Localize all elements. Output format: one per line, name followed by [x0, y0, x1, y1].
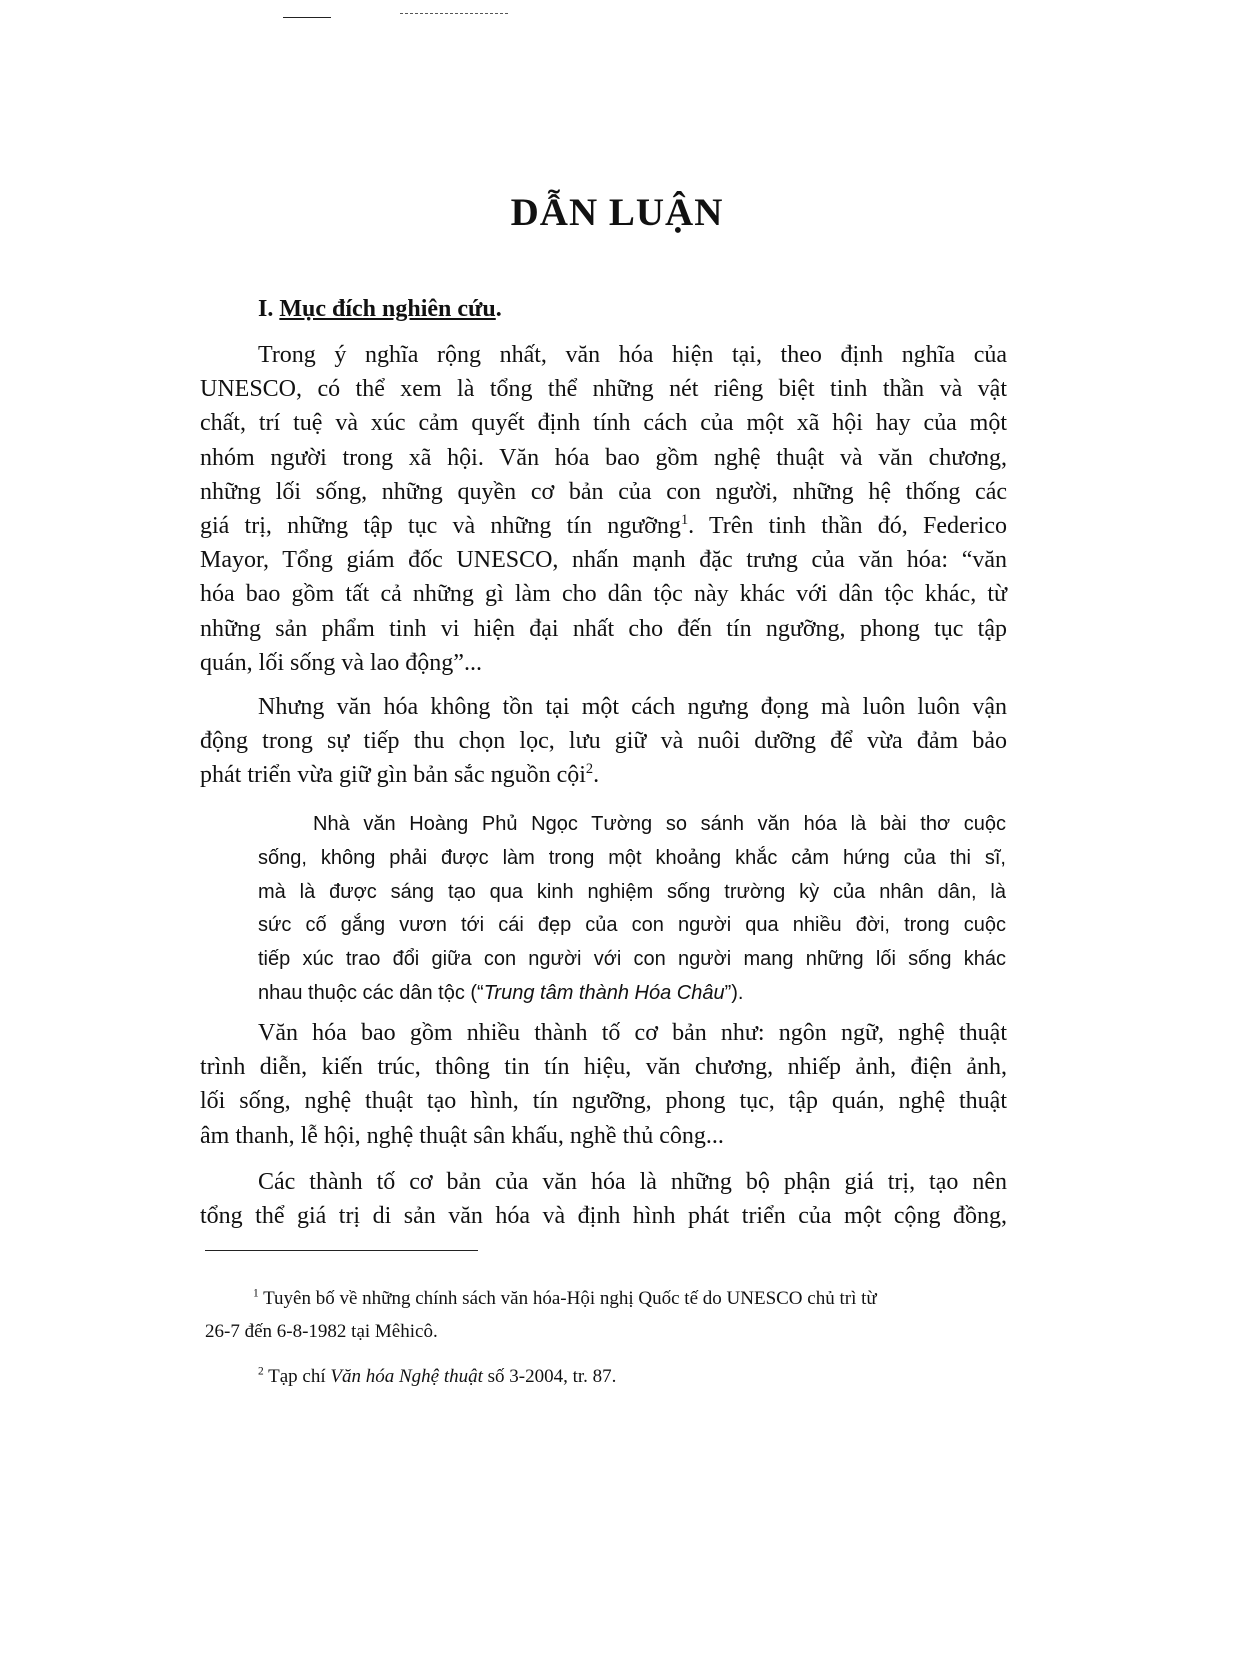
- text-segment: sống, không phải được làm trong một khoảng khắc cảm hứng của thi sĩ,: [258, 846, 1006, 869]
- footnote-1: [205, 1282, 1007, 1348]
- text-line: [258, 876, 1006, 910]
- text-segment: ”).: [724, 981, 744, 1004]
- text-line: [200, 724, 1007, 758]
- text-line: [205, 1315, 1007, 1348]
- text-line: [200, 406, 1007, 440]
- text-segment: nhóm người trong xã hội. Văn hóa bao gồm nghệ thuật và văn chương,: [200, 444, 1007, 471]
- text-segment: Tạp chí: [263, 1366, 331, 1387]
- block-quote: [258, 808, 1006, 1011]
- text-segment: tiếp xúc trao đổi giữa con người với con người mang những lối sống khác: [258, 948, 1006, 971]
- text-line: [200, 577, 1007, 611]
- text-segment: . Trên tinh thần đó, Federico: [688, 513, 1007, 540]
- section-title: Mục đích nghiên cứu: [279, 296, 496, 322]
- italic-title: Văn hóa Nghệ thuật: [330, 1366, 483, 1387]
- text-segment: Các thành tố cơ bản của văn hóa là những bộ phận giá trị, tạo nên: [258, 1169, 1007, 1195]
- text-segment: số 3-2004, tr. 87.: [482, 1366, 617, 1387]
- text-segment: quán, lối sống và lao động”...: [200, 649, 482, 676]
- text-line: [200, 1199, 1007, 1233]
- text-segment: Văn hóa bao gồm nhiều thành tố cơ bản như: ngôn ngữ, nghệ thuật: [258, 1020, 1007, 1046]
- section-period: .: [495, 296, 502, 322]
- text-segment: Nhưng văn hóa không tồn tại một cách ngưng đọng mà luôn luôn vận: [258, 694, 1007, 720]
- text-segment: 26-7 đến 6-8-1982 tại Mêhicô.: [205, 1321, 438, 1342]
- italic-title: Trung tâm thành Hóa Châu: [483, 981, 725, 1004]
- section-heading: [258, 296, 502, 323]
- text-line: [200, 543, 1007, 577]
- paragraph-1: [200, 338, 1007, 680]
- section-number: I.: [258, 296, 280, 322]
- text-line: [200, 1119, 1007, 1153]
- footnote-2: [258, 1360, 1060, 1393]
- footnote-marker: 1: [680, 512, 689, 529]
- text-segment: những sản phẩm tinh vi hiện đại nhất cho đến tín ngưỡng, phong tục tập: [200, 615, 1007, 642]
- text-segment: hóa bao gồm tất cả những gì làm cho dân tộc này khác với dân tộc khác, từ: [200, 581, 1007, 608]
- text-line: [258, 842, 1006, 876]
- text-line: [200, 646, 1007, 680]
- text-line: [200, 1165, 1007, 1199]
- text-line: [200, 475, 1007, 509]
- header-dashes: [400, 13, 508, 14]
- text-segment: Mayor, Tổng giám đốc UNESCO, nhấn mạnh đặc trưng của văn hóa: “văn: [200, 547, 1007, 574]
- paragraph-4: [200, 1165, 1007, 1233]
- text-segment: UNESCO, có thể xem là tổng thể những nét riêng biệt tinh thần và vật: [200, 376, 1007, 403]
- text-segment: Trong ý nghĩa rộng nhất, văn hóa hiện tại, theo định nghĩa của: [258, 342, 1007, 368]
- text-line: [200, 1016, 1007, 1050]
- paragraph-3: [200, 1016, 1007, 1153]
- text-line: [258, 909, 1006, 943]
- text-segment: động trong sự tiếp thu chọn lọc, lưu giữ và nuôi dưỡng để vừa đảm bảo: [200, 728, 1007, 755]
- text-segment: sức cố gắng vươn tới cái đẹp của con người qua nhiều đời, trong cuộc: [258, 914, 1006, 937]
- text-segment: mà là được sáng tạo qua kinh nghiệm sống trường kỳ của nhân dân, là: [258, 880, 1006, 903]
- footnote-marker: 2: [258, 1365, 264, 1378]
- text-segment: Nhà văn Hoàng Phủ Ngọc Tường so sánh văn hóa là bài thơ cuộc: [313, 813, 1006, 835]
- text-line: [200, 612, 1007, 646]
- text-line: [200, 441, 1007, 475]
- text-line: [258, 1360, 1060, 1393]
- text-line: [258, 808, 1006, 842]
- text-line: [200, 1084, 1007, 1118]
- text-line: [200, 690, 1007, 724]
- chapter-title: DẪN LUẬN: [510, 191, 724, 234]
- text-segment: trình diễn, kiến trúc, thông tin tín hiệu, văn chương, nhiếp ảnh, điện ảnh,: [200, 1054, 1007, 1081]
- text-line: [258, 977, 1006, 1011]
- footnote-marker: 2: [585, 761, 594, 778]
- text-segment: nhau thuộc các dân tộc (“: [258, 981, 484, 1004]
- text-line: [200, 338, 1007, 372]
- text-segment: chất, trí tuệ và xúc cảm quyết định tính cách của một xã hội hay của một: [200, 410, 1007, 437]
- text-segment: .: [593, 762, 600, 789]
- text-segment: phát triển vừa giữ gìn bản sắc nguồn cội: [200, 762, 586, 789]
- text-segment: giá trị, những tập tục và những tín ngưỡng: [200, 513, 681, 540]
- text-line: [200, 1050, 1007, 1084]
- text-segment: tổng thể giá trị di sản văn hóa và định hình phát triển của một cộng đồng,: [200, 1203, 1007, 1230]
- text-line: [200, 509, 1007, 543]
- footnote-marker: 1: [253, 1287, 259, 1300]
- text-line: [200, 758, 1007, 792]
- text-line: [258, 943, 1006, 977]
- text-segment: âm thanh, lễ hội, nghệ thuật sân khấu, nghề thủ công...: [200, 1122, 724, 1149]
- text-segment: những lối sống, những quyền cơ bản của con người, những hệ thống các: [200, 478, 1007, 505]
- text-segment: Tuyên bố về những chính sách văn hóa-Hội nghị Quốc tế do UNESCO chủ trì từ: [258, 1288, 877, 1309]
- text-line: [200, 372, 1007, 406]
- text-segment: lối sống, nghệ thuật tạo hình, tín ngưỡng, phong tục, tập quán, nghệ thuật: [200, 1088, 1007, 1115]
- paragraph-2: [200, 690, 1007, 793]
- header-rule: [283, 17, 331, 18]
- text-line: [205, 1282, 1007, 1315]
- footnote-separator: [205, 1250, 478, 1251]
